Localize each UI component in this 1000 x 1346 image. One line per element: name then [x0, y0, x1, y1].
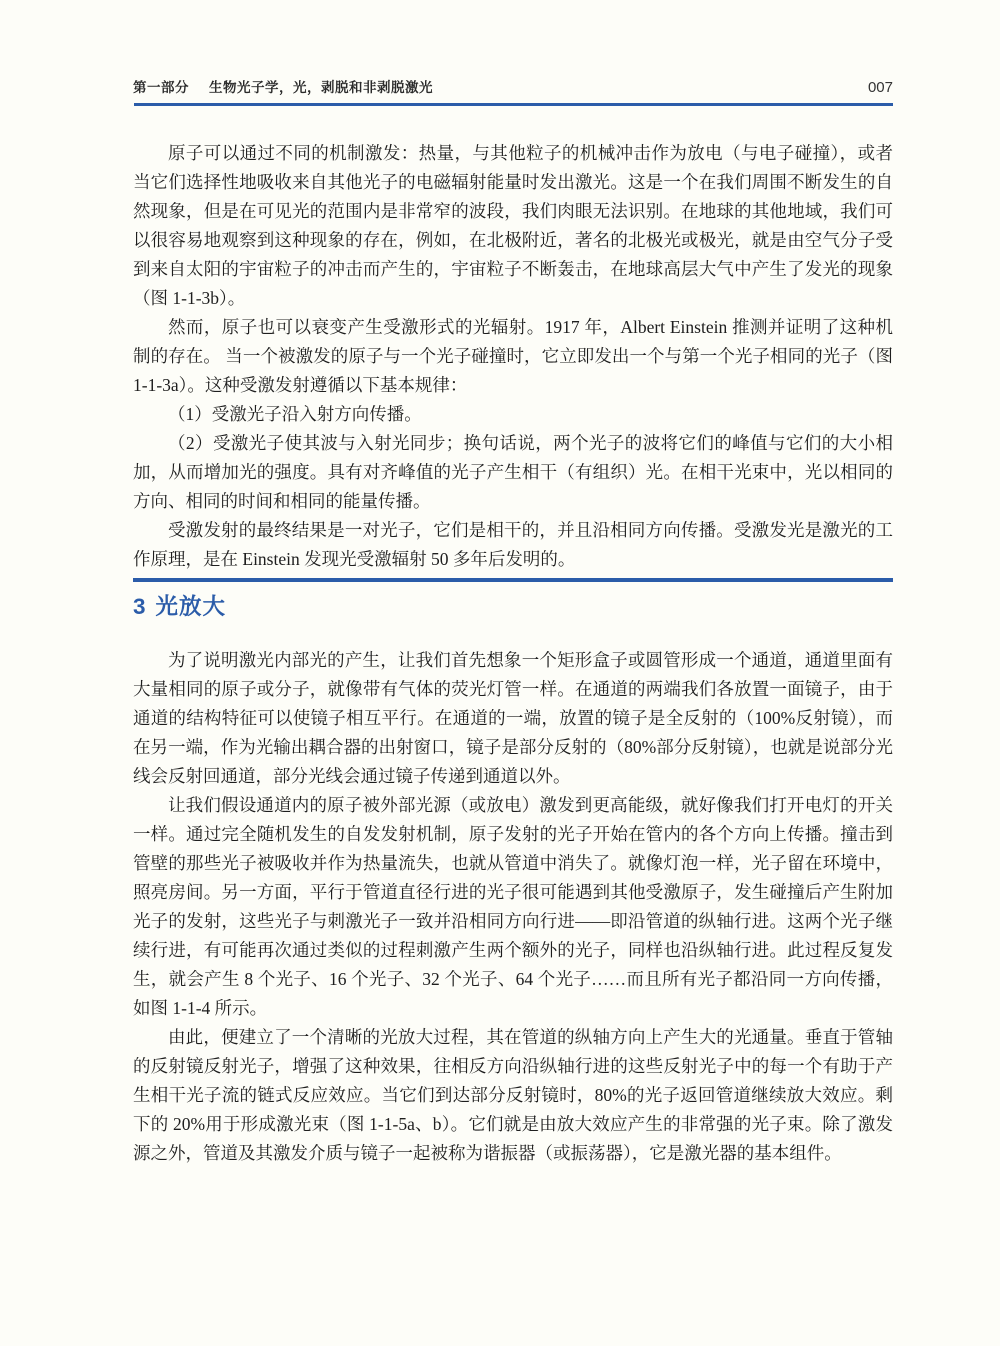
intro-text-block: [133, 139, 893, 574]
intro-paragraph: 受激发射的最终结果是一对光子，它们是相干的，并且沿相同方向传播。受激发光是激光的工作原理，是在 Einstein 发现光受激辐射 50 多年后发明的。: [133, 520, 893, 569]
section-paragraph: 让我们假设通道内的原子被外部光源（或放电）激发到更高能级，就好像我们打开电灯的开关一样。通过完全随机发生的自发发射机制，原子发射的光子开始在管内的各个方向上传播。撞击到管壁的那些光子被吸收并作为热量流失，也就从管道中消失了。就像灯泡一样，光子留在环境中，照亮房间。另一方面，平行于管道直径行进的光子很可能遇到其他受激原子，发生碰撞后产生附加光子的发射，这些光子与刺激光子一致并沿相同方向行进——即沿管道的纵轴行进。这两个光子继续行进，有可能再次通过类似的过程刺激产生两个额外的光子，同样也沿纵轴行进。此过程反复发生，就会产生 8 个光子、16 个光子、32 个光子、64 个光子……而且所有光子都沿同一方向传播，如图 1-1-4 所示。: [133, 795, 893, 1018]
section-divider-rule: [133, 578, 893, 582]
rule-list-item-2: （2）受激光子使其波与入射光同步；换句话说，两个光子的波将它们的峰值与它们的大小相加，从而增加光的强度。具有对齐峰值的光子产生相干（有组织）光。在相干光束中，光以相同的方向、相同的时间和相同的能量传播。: [133, 433, 893, 511]
header-divider-rule: [134, 103, 893, 106]
section-number: 3: [133, 594, 146, 619]
running-header: [133, 76, 893, 96]
section-title: 光放大: [155, 594, 227, 619]
intro-paragraph: 然而，原子也可以衰变产生受激形式的光辐射。1917 年，Albert Einstein 推测并证明了这种机制的存在。 当一个被激发的原子与一个光子碰撞时，它立即发出一个与第一个光子相同的光子（图 1-1-3a）。这种受激发射遵循以下基本规律：: [133, 317, 893, 395]
running-header-title: [133, 76, 433, 96]
section-text-block: [133, 646, 893, 1168]
section-heading: [133, 589, 226, 621]
section-paragraph: 为了说明激光内部光的产生，让我们首先想象一个矩形盒子或圆管形成一个通道，通道里面有大量相同的原子或分子，就像带有气体的荧光灯管一样。在通道的两端我们各放置一面镜子，由于通道的结构特征可以使镜子相互平行。在通道的一端，放置的镜子是全反射的（100%反射镜），而在另一端，作为光输出耦合器的出射窗口，镜子是部分反射的（80%部分反射镜），也就是说部分光线会反射回通道，部分光线会通过镜子传递到通道以外。: [133, 650, 893, 786]
part-label: 第一部分: [133, 80, 189, 95]
chapter-title: 生物光子学，光，剥脱和非剥脱激光: [209, 80, 433, 95]
section-paragraph: 由此，便建立了一个清晰的光放大过程，其在管道的纵轴方向上产生大的光通量。垂直于管轴的反射镜反射光子，增强了这种效果，往相反方向沿纵轴行进的这些反射光子中的每一个有助于产生相干光子流的链式反应效应。当它们到达部分反射镜时，80%的光子返回管道继续放大效应。剩下的 20%用于形成激光束（图 1-1-5a、b）。它们就是由放大效应产生的非常强的光子束。除了激发源之外，管道及其激发介质与镜子一起被称为谐振器（或振荡器），它是激光器的基本组件。: [133, 1027, 893, 1163]
page-number: 007: [867, 79, 893, 96]
rule-list-item-1: （1）受激光子沿入射方向传播。: [168, 404, 422, 424]
intro-paragraph: 原子可以通过不同的机制激发：热量，与其他粒子的机械冲击作为放电（与电子碰撞），或者当它们选择性地吸收来自其他光子的电磁辐射能量时发出激光。这是一个在我们周围不断发生的自然现象，但是在可见光的范围内是非常窄的波段，我们肉眼无法识别。在地球的其他地域，我们可以很容易地观察到这种现象的存在，例如，在北极附近，著名的北极光或极光，就是由空气分子受到来自太阳的宇宙粒子的冲击而产生的，宇宙粒子不断轰击，在地球高层大气中产生了发光的现象（图 1-1-3b）。: [133, 143, 893, 308]
